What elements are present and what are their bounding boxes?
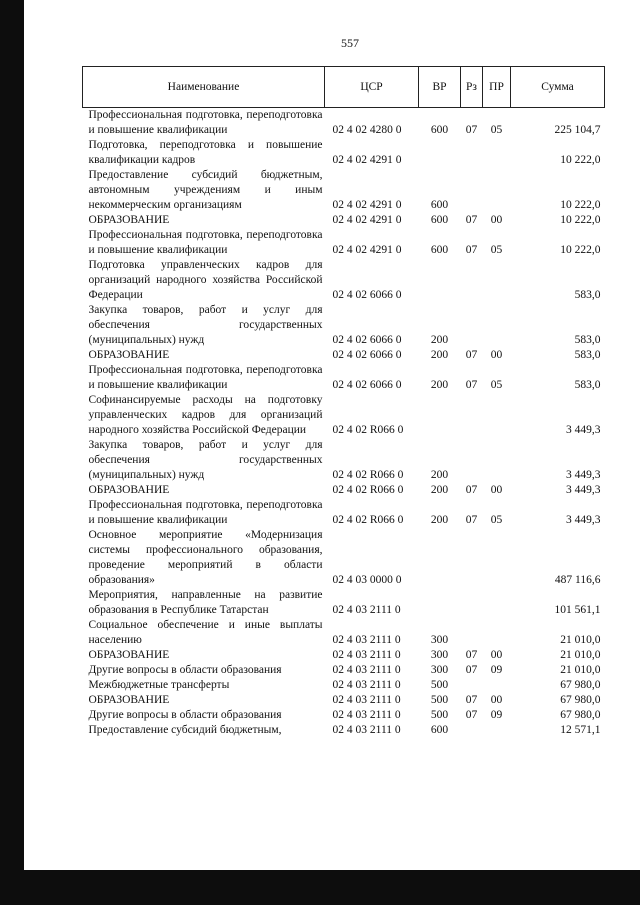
cell-pr [483, 168, 511, 213]
cell-rz [461, 138, 483, 168]
cell-vr: 300 [430, 634, 449, 646]
cell-vr: 300 [430, 649, 449, 661]
table-row [83, 693, 605, 708]
cell-sum: 3 449,3 [566, 469, 601, 481]
cell-csr: 02 4 02 R066 0 [332, 514, 404, 526]
cell-sum: 583,0 [574, 334, 601, 346]
cell-pr: 00 [490, 694, 503, 706]
cell-name: Основное мероприятие «Модернизация системы профессионального образования, проведение мероприятий в области образования» [88, 529, 323, 586]
cell-name: Подготовка управленческих кадров для организаций народного хозяйства Российской Федерации [88, 259, 323, 301]
cell-sum: 487 116,6 [554, 574, 601, 586]
cell-vr: 500 [430, 709, 449, 721]
cell-sum: 21 010,0 [560, 634, 601, 646]
cell-sum: 3 449,3 [566, 514, 601, 526]
cell-rz [461, 303, 483, 348]
cell-vr: 600 [430, 214, 449, 226]
cell-sum: 67 980,0 [560, 694, 601, 706]
cell-rz: 07 [465, 484, 478, 496]
cell-rz [461, 438, 483, 483]
cell-rz [461, 588, 483, 618]
cell-csr: 02 4 03 2111 0 [332, 694, 401, 706]
cell-pr: 05 [490, 379, 503, 391]
cell-pr: 09 [490, 664, 503, 676]
cell-vr: 600 [430, 124, 449, 136]
cell-vr: 300 [430, 664, 449, 676]
cell-csr: 02 4 03 2111 0 [332, 604, 401, 616]
cell-vr [419, 258, 461, 303]
cell-vr: 200 [430, 379, 449, 391]
cell-vr: 600 [430, 724, 449, 736]
cell-pr: 05 [490, 124, 503, 136]
cell-rz [461, 528, 483, 588]
cell-rz [461, 678, 483, 693]
cell-pr [483, 588, 511, 618]
cell-rz [461, 168, 483, 213]
cell-sum: 67 980,0 [560, 679, 601, 691]
cell-sum: 10 222,0 [560, 199, 601, 211]
cell-rz: 07 [465, 649, 478, 661]
table-row [83, 483, 605, 498]
table-row [83, 618, 605, 648]
cell-sum: 3 449,3 [566, 424, 601, 436]
cell-name: Другие вопросы в области образования [88, 664, 282, 676]
table-row [83, 138, 605, 168]
cell-rz [461, 723, 483, 738]
cell-name: Межбюджетные трансферты [88, 679, 230, 691]
header-vr: ВР [419, 67, 461, 108]
cell-csr: 02 4 02 R066 0 [332, 424, 404, 436]
header-pr: ПР [483, 67, 511, 108]
table-row [83, 363, 605, 393]
cell-csr: 02 4 02 6066 0 [332, 334, 402, 346]
cell-rz [461, 618, 483, 648]
table-row [83, 168, 605, 213]
table-body [83, 108, 605, 739]
table-row [83, 723, 605, 738]
cell-sum: 10 222,0 [560, 154, 601, 166]
cell-pr: 00 [490, 349, 503, 361]
cell-csr: 02 4 03 2111 0 [332, 634, 401, 646]
cell-name: ОБРАЗОВАНИЕ [88, 214, 170, 226]
header-rz: Рз [461, 67, 483, 108]
table-row [83, 588, 605, 618]
table-row [83, 303, 605, 348]
table-row [83, 708, 605, 723]
cell-pr [483, 393, 511, 438]
cell-csr: 02 4 03 2111 0 [332, 664, 401, 676]
table-row [83, 648, 605, 663]
cell-name: Закупка товаров, работ и услуг для обеспечения государственных (муниципальных) нужд [88, 439, 323, 481]
cell-rz: 07 [465, 349, 478, 361]
table-row [83, 528, 605, 588]
cell-vr: 500 [430, 679, 449, 691]
cell-vr: 200 [430, 484, 449, 496]
table-row [83, 678, 605, 693]
cell-pr [483, 438, 511, 483]
cell-vr [419, 588, 461, 618]
cell-vr: 200 [430, 349, 449, 361]
cell-rz [461, 393, 483, 438]
cell-name: ОБРАЗОВАНИЕ [88, 649, 170, 661]
cell-name: Предоставление субсидий бюджетным, автономным учреждениям и иным некоммерческим организациям [88, 169, 323, 211]
cell-sum: 67 980,0 [560, 709, 601, 721]
cell-csr: 02 4 03 2111 0 [332, 679, 401, 691]
cell-csr: 02 4 02 4291 0 [332, 199, 402, 211]
cell-pr: 00 [490, 484, 503, 496]
cell-sum: 21 010,0 [560, 649, 601, 661]
cell-vr [419, 393, 461, 438]
cell-rz: 07 [465, 694, 478, 706]
budget-table [82, 66, 605, 738]
scan-bottom-border [0, 870, 640, 905]
cell-csr: 02 4 02 4291 0 [332, 154, 402, 166]
cell-sum: 583,0 [574, 289, 601, 301]
cell-pr [483, 138, 511, 168]
cell-name: Подготовка, переподготовка и повышение квалификации кадров [88, 139, 323, 166]
cell-name: ОБРАЗОВАНИЕ [88, 349, 170, 361]
table-row [83, 663, 605, 678]
cell-vr: 200 [430, 334, 449, 346]
cell-rz: 07 [465, 214, 478, 226]
cell-sum: 583,0 [574, 349, 601, 361]
cell-pr [483, 258, 511, 303]
cell-pr [483, 678, 511, 693]
cell-sum: 21 010,0 [560, 664, 601, 676]
cell-rz: 07 [465, 664, 478, 676]
table-row [83, 108, 605, 139]
cell-sum: 10 222,0 [560, 244, 601, 256]
table-row [83, 438, 605, 483]
cell-name: ОБРАЗОВАНИЕ [88, 694, 170, 706]
cell-name: Социальное обеспечение и иные выплаты населению [88, 619, 323, 646]
cell-rz: 07 [465, 244, 478, 256]
cell-vr: 200 [430, 469, 449, 481]
table-row [83, 228, 605, 258]
cell-name: Предоставление субсидий бюджетным, [88, 724, 282, 736]
cell-csr: 02 4 02 6066 0 [332, 379, 402, 391]
table-row [83, 258, 605, 303]
cell-sum: 12 571,1 [560, 724, 601, 736]
cell-vr [419, 528, 461, 588]
cell-name: Софинансируемые расходы на подготовку управленческих кадров для организаций народного хозяйства Российской Федерации [88, 394, 323, 436]
cell-sum: 3 449,3 [566, 484, 601, 496]
cell-name: Другие вопросы в области образования [88, 709, 282, 721]
cell-vr: 500 [430, 694, 449, 706]
cell-name: Профессиональная подготовка, переподготовка и повышение квалификации [88, 499, 323, 526]
table-row [83, 348, 605, 363]
page-number: 557 [341, 36, 359, 50]
cell-sum: 583,0 [574, 379, 601, 391]
cell-pr: 05 [490, 514, 503, 526]
cell-sum: 101 561,1 [554, 604, 601, 616]
cell-rz: 07 [465, 124, 478, 136]
cell-pr [483, 303, 511, 348]
cell-rz: 07 [465, 379, 478, 391]
cell-vr [419, 138, 461, 168]
cell-pr: 00 [490, 649, 503, 661]
cell-name: ОБРАЗОВАНИЕ [88, 484, 170, 496]
cell-csr: 02 4 03 0000 0 [332, 574, 402, 586]
cell-rz [461, 258, 483, 303]
cell-rz: 07 [465, 514, 478, 526]
scan-left-border [0, 0, 24, 905]
cell-sum: 10 222,0 [560, 214, 601, 226]
cell-csr: 02 4 02 6066 0 [332, 289, 402, 301]
cell-vr: 600 [430, 199, 449, 211]
header-csr: ЦСР [325, 67, 419, 108]
cell-sum: 225 104,7 [554, 124, 601, 136]
cell-csr: 02 4 03 2111 0 [332, 724, 401, 736]
cell-pr: 09 [490, 709, 503, 721]
table-row [83, 213, 605, 228]
table-header [83, 67, 605, 108]
cell-csr: 02 4 02 4291 0 [332, 214, 402, 226]
cell-csr: 02 4 03 2111 0 [332, 649, 401, 661]
cell-csr: 02 4 03 2111 0 [332, 709, 401, 721]
cell-rz: 07 [465, 709, 478, 721]
cell-pr: 05 [490, 244, 503, 256]
cell-csr: 02 4 02 R066 0 [332, 469, 404, 481]
header-name: Наименование [83, 67, 325, 108]
cell-name: Закупка товаров, работ и услуг для обеспечения государственных (муниципальных) нужд [88, 304, 323, 346]
header-sum: Сумма [511, 67, 605, 108]
cell-name: Мероприятия, направленные на развитие образования в Республике Татарстан [88, 589, 323, 616]
cell-csr: 02 4 02 4291 0 [332, 244, 402, 256]
cell-name: Профессиональная подготовка, переподготовка и повышение квалификации [88, 109, 323, 136]
cell-csr: 02 4 02 R066 0 [332, 484, 404, 496]
cell-pr [483, 618, 511, 648]
cell-name: Профессиональная подготовка, переподготовка и повышение квалификации [88, 364, 323, 391]
cell-pr: 00 [490, 214, 503, 226]
cell-vr: 600 [430, 244, 449, 256]
table-row [83, 393, 605, 438]
cell-csr: 02 4 02 6066 0 [332, 349, 402, 361]
cell-pr [483, 723, 511, 738]
cell-vr: 200 [430, 514, 449, 526]
cell-name: Профессиональная подготовка, переподготовка и повышение квалификации [88, 229, 323, 256]
table-row [83, 498, 605, 528]
cell-csr: 02 4 02 4280 0 [332, 124, 402, 136]
cell-pr [483, 528, 511, 588]
